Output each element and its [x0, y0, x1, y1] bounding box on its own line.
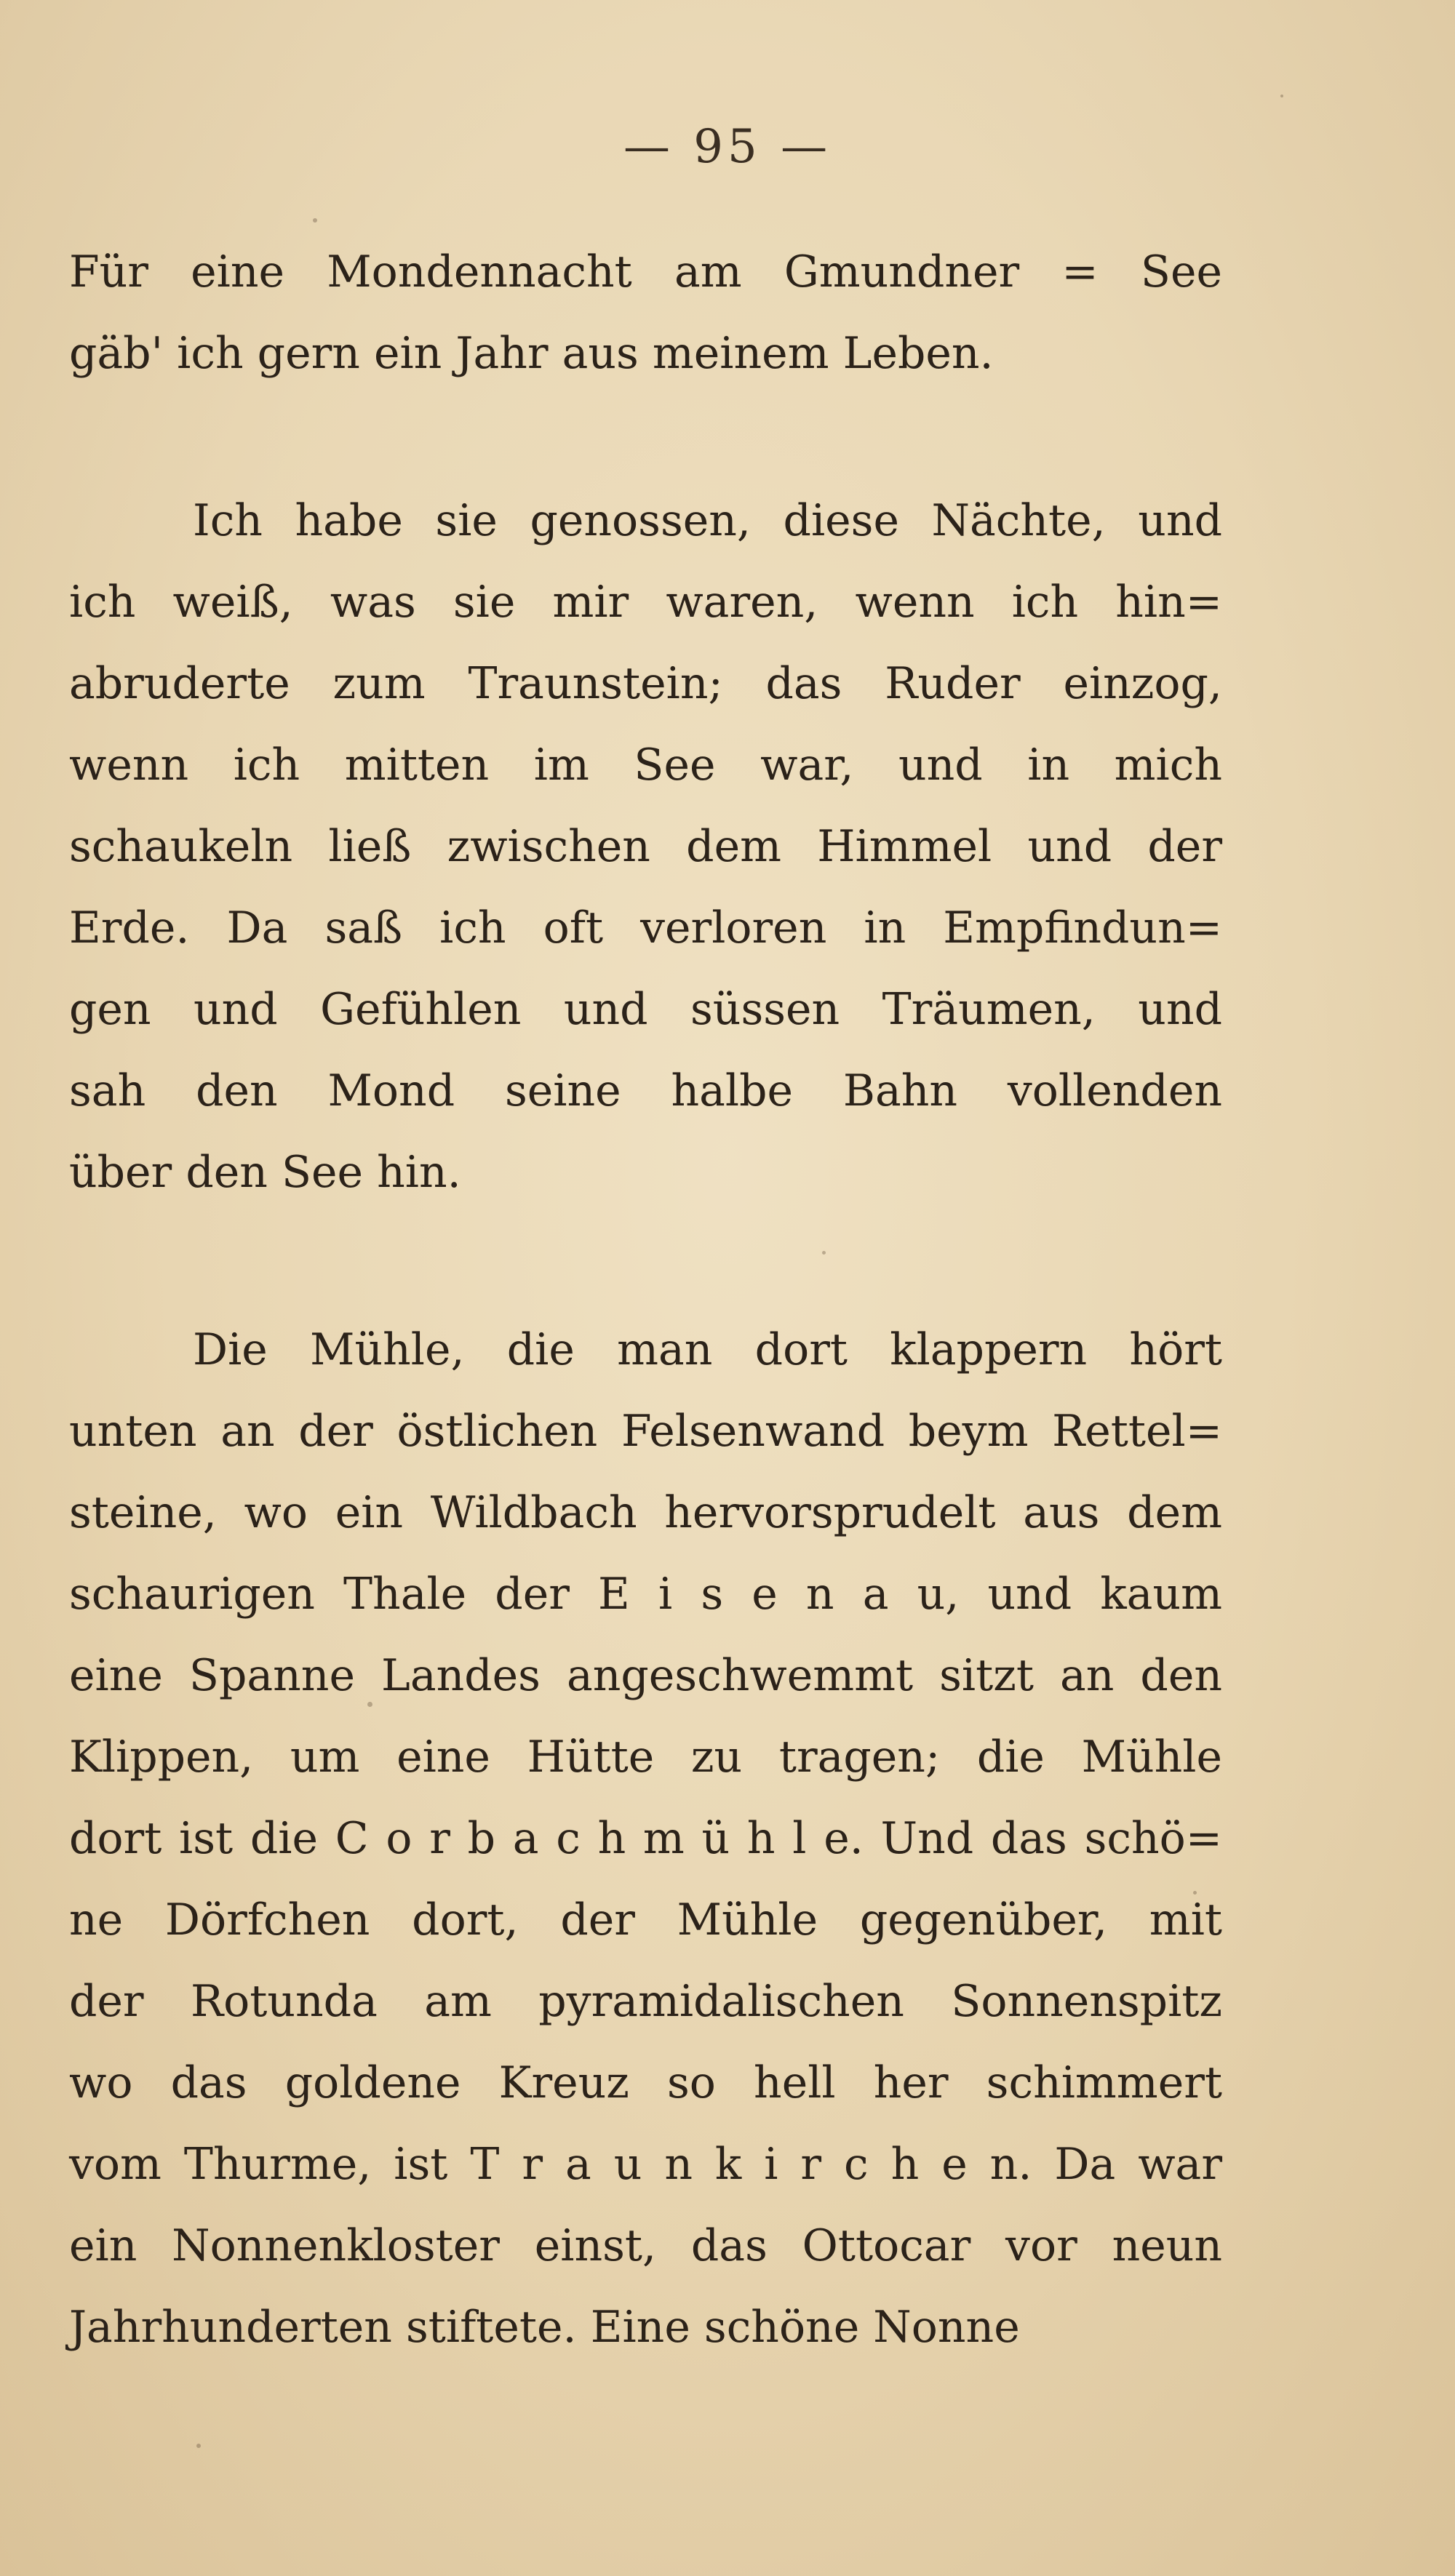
text-line: vom Thurme, ist T r a u n k i r c h e n. Da war — [69, 2139, 1222, 2190]
text-line: Die Mühle, die man dort klappern hört — [193, 1324, 1222, 1375]
paragraph-1 — [69, 231, 1222, 394]
text-line: Ich habe sie genossen, diese Nächte, und — [193, 495, 1222, 546]
text-line: schaurigen Thale der E i s e n a u, und kaum — [69, 1569, 1222, 1620]
text-line: gäb' ich gern ein Jahr aus meinem Leben. — [69, 328, 994, 379]
text-line: Jahrhunderten stiftete. Eine schöne Nonne — [69, 2302, 1020, 2353]
text-line: wenn ich mitten im See war, und in mich — [69, 740, 1222, 791]
paper-speck — [1280, 95, 1283, 97]
text-line: wo das goldene Kreuz so hell her schimmert — [69, 2057, 1222, 2108]
text-line: Für eine Mondennacht am Gmundner = See — [69, 247, 1222, 297]
text-line: steine, wo ein Wildbach hervorsprudelt aus dem — [69, 1487, 1222, 1538]
text-line: der Rotunda am pyramidalischen Sonnenspitz — [69, 1976, 1222, 2027]
paragraph-2 — [69, 480, 1222, 1213]
text-line: eine Spanne Landes angeschwemmt sitzt an den — [69, 1650, 1222, 1701]
page-number-header: — 95 — — [623, 120, 832, 174]
text-line: Erde. Da saß ich oft verloren in Empfindun= — [69, 903, 1222, 953]
text-line: schaukeln ließ zwischen dem Himmel und der — [69, 821, 1222, 872]
text-line: über den See hin. — [69, 1147, 461, 1198]
text-line: unten an der östlichen Felsenwand beym Rettel= — [69, 1406, 1222, 1457]
text-line: ne Dörfchen dort, der Mühle gegenüber, mit — [69, 1895, 1222, 1945]
paper-speck — [822, 1251, 826, 1255]
text-line: abruderte zum Traunstein; das Ruder einzog, — [69, 658, 1222, 709]
text-line: ich weiß, was sie mir waren, wenn ich hin= — [69, 577, 1222, 628]
text-line: dort ist die C o r b a c h m ü h l e. Und das schö= — [69, 1813, 1222, 1864]
paper-speck — [313, 218, 317, 223]
paragraph-3 — [69, 1309, 1222, 2368]
text-line: sah den Mond seine halbe Bahn vollenden — [69, 1065, 1222, 1116]
text-line: gen und Gefühlen und süssen Träumen, und — [69, 984, 1222, 1035]
text-line: Klippen, um eine Hütte zu tragen; die Mühle — [69, 1732, 1222, 1783]
paper-speck — [196, 2444, 201, 2448]
text-line: ein Nonnenkloster einst, das Ottocar vor neun — [69, 2220, 1222, 2271]
